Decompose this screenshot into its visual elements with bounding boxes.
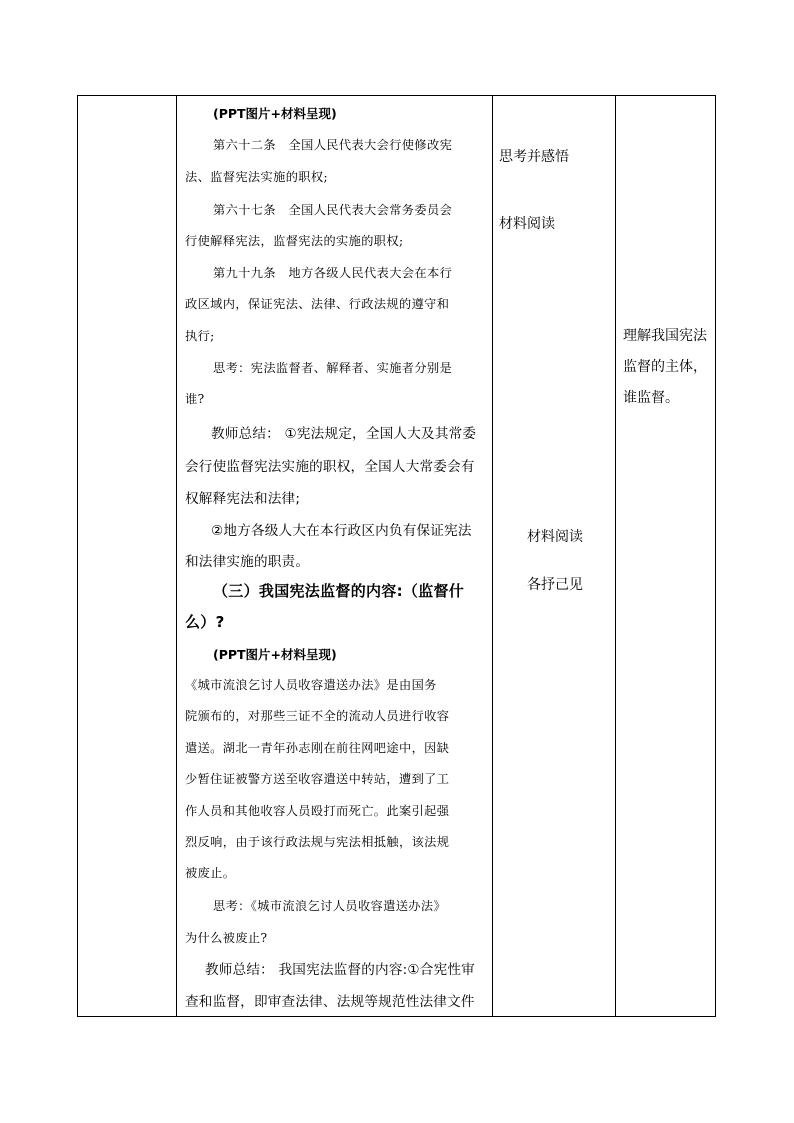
teacher-summary: 权解释宪法和法律; bbox=[185, 491, 301, 507]
case-material-line: 《城市流浪乞讨人员收容遣送办法》是由国务 bbox=[185, 678, 437, 692]
article-99-line: 第九十九条 地方各级人民代表大会在本行 bbox=[213, 266, 453, 280]
think-question: 谁? bbox=[185, 392, 205, 406]
student-activity: 材料阅读 bbox=[499, 216, 555, 232]
column-divider bbox=[176, 96, 177, 1016]
teacher-summary: 和法律实施的职责。 bbox=[185, 554, 310, 570]
case-material-line: 院颁布的，对那些三证不全的流动人员进行收容 bbox=[185, 709, 450, 723]
teacher-summary: 会行使监督宪法实施的职权，全国人大常委会有 bbox=[185, 459, 475, 475]
article-62-line: 法、监督宪法实施的职权; bbox=[185, 170, 328, 184]
article-99-line: 政区域内，保证宪法、法律、行政法规的遵守和 bbox=[185, 297, 450, 311]
think-question: 思考：宪法监督者、解释者、实施者分别是 bbox=[213, 361, 453, 375]
teacher-summary: 教师总结： ①宪法规定，全国人大及其常委 bbox=[211, 426, 477, 442]
teacher-summary: 教师总结： 我国宪法监督的内容:①合宪性审 bbox=[205, 962, 475, 978]
article-67-line: 行使解释宪法，监督宪法的实施的职权; bbox=[185, 234, 404, 248]
article-62-line: 第六十二条 全国人民代表大会行使修改宪 bbox=[213, 138, 453, 152]
section-heading: （三）我国宪法监督的内容:（监督什 bbox=[213, 582, 465, 600]
case-material-line: 少暂住证被警方送至收容遣送中转站，遭到了工 bbox=[185, 772, 450, 786]
ppt-note: (PPT图片+材料呈现) bbox=[213, 647, 337, 662]
teacher-summary: 查和监督，即审查法律、法规等规范性法律文件 bbox=[185, 994, 475, 1010]
lesson-table bbox=[77, 95, 716, 1017]
article-99-line: 执行; bbox=[185, 329, 215, 343]
case-material-line: 烈反响，由于该行政法规与宪法相抵触，该法规 bbox=[185, 835, 450, 849]
section-heading: 么）? bbox=[185, 613, 225, 631]
teacher-summary: ②地方各级人大在本行政区内负有保证宪法 bbox=[211, 523, 472, 539]
student-activity: 各抒己见 bbox=[527, 577, 583, 593]
column-divider bbox=[492, 96, 493, 1016]
think-question: 为什么被废止? bbox=[185, 931, 268, 945]
student-activity: 材料阅读 bbox=[527, 529, 583, 545]
think-question: 思考：《城市流浪乞讨人员收容遣送办法》 bbox=[213, 899, 447, 913]
student-activity: 思考并感悟 bbox=[499, 149, 569, 165]
case-material-line: 遣送。湖北一青年孙志刚在前往网吧途中，因缺 bbox=[185, 741, 450, 755]
design-intent: 谁监督。 bbox=[623, 390, 679, 406]
case-material-line: 作人员和其他收容人员殴打而死亡。此案引起强 bbox=[185, 804, 450, 818]
column-divider bbox=[615, 96, 616, 1016]
design-intent: 理解我国宪法 bbox=[623, 328, 707, 344]
article-67-line: 第六十七条 全国人民代表大会常务委员会 bbox=[213, 203, 453, 217]
case-material-line: 被废止。 bbox=[185, 866, 236, 880]
ppt-note: (PPT图片+材料呈现) bbox=[213, 106, 337, 121]
design-intent: 监督的主体， bbox=[623, 359, 707, 375]
